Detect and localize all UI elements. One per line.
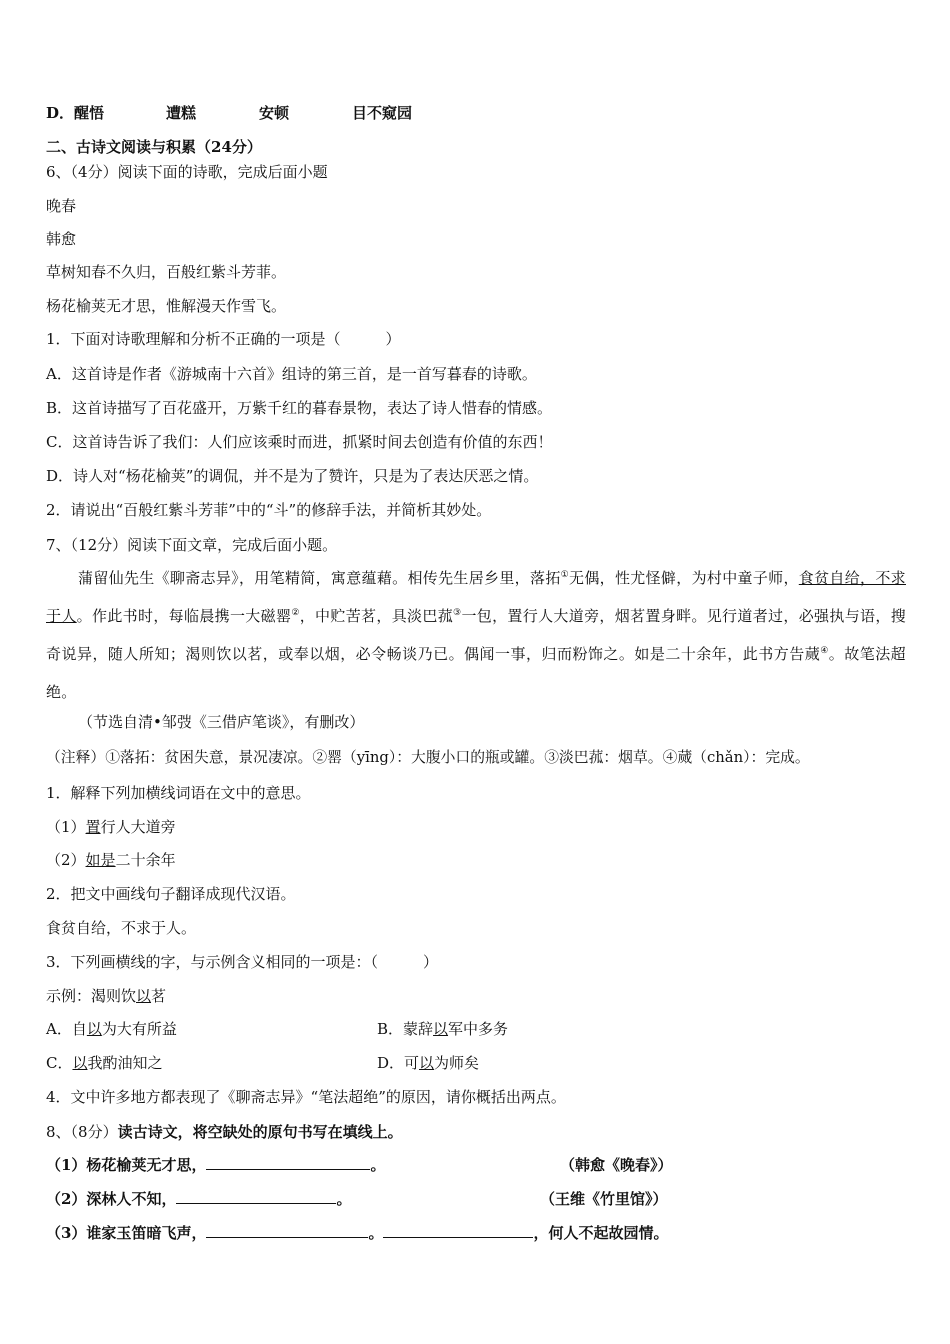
line-text: 。 [370, 1156, 386, 1174]
passage-text: 一包，置行人大道旁，烟茗置身畔。见行道者过，必强执与语，搜奇说异，随人所知；渴则饮以茗，或奉以烟，必令畅谈乃已。偶闻一事，归而粉饰之。如是二十余年，此书方告蒇 [46, 607, 906, 663]
q7-option-a [46, 1019, 177, 1039]
passage-text: 。故笔法超绝。 [46, 645, 906, 701]
q7-sub1: 1．解释下列加横线词语在文中的意思。 [46, 784, 311, 802]
fill-blank[interactable] [176, 1189, 336, 1204]
q6-sub2: 2．请说出“百般红紫斗芳菲”中的“斗”的修辞手法，并简析其妙处。 [46, 501, 492, 519]
q8-number: 8、（8分） [46, 1123, 118, 1141]
q7-option-d [377, 1053, 479, 1073]
underlined-word: 置 [85, 818, 101, 836]
q7-passage [46, 559, 906, 711]
q7-item1 [46, 817, 176, 837]
underlined-char: 以 [86, 1020, 102, 1038]
option-text: 为大有所益 [101, 1020, 177, 1038]
q8-stem [46, 1122, 403, 1142]
q7-sub4: 4．文中许多地方都表现了《聊斋志异》“笔法超绝”的原因，请你概括出两点。 [46, 1088, 566, 1106]
example-text: 示例：渴则饮 [46, 987, 137, 1005]
q6-sub1: 1．下面对诗歌理解和分析不正确的一项是（ ） [46, 330, 401, 348]
poem-author: 韩愈 [46, 230, 77, 248]
item-text: 二十余年 [115, 851, 176, 869]
underlined-char: 以 [419, 1054, 435, 1072]
q7-sub3: 3．下列画横线的字，与示例含义相同的一项是：（ ） [46, 953, 439, 971]
item-text: 行人大道旁 [100, 818, 176, 836]
passage-text: ，中贮苦茗，具淡巴菰 [299, 607, 454, 625]
option-text: D．可 [377, 1054, 420, 1072]
item-number: （2） [46, 851, 86, 869]
example-text: 茗 [151, 987, 167, 1005]
option-text: C． [46, 1054, 73, 1072]
line-text: （2）深林人不知， [46, 1190, 177, 1208]
note-ref-1: ① [560, 570, 570, 580]
q6-option-c: C．这首诗告诉了我们：人们应该乘时而进，抓紧时间去创造有价值的东西！ [46, 433, 553, 451]
item-number: （1） [46, 818, 86, 836]
q8-line3 [46, 1223, 668, 1243]
poem-line-2: 杨花榆荚无才思，惟解漫天作雪飞。 [46, 297, 287, 315]
passage-text: 无偶，性尤怪僻，为村中童子师， [569, 569, 799, 587]
note-ref-3: ③ [453, 608, 462, 618]
option-text: A．自 [46, 1020, 87, 1038]
note-ref-2: ② [291, 608, 300, 618]
passage-notes: （注释）①落拓：贫困失意，景况凄凉。②罂（yīng）：大腹小口的瓶或罐。③淡巴菰：烟草。④蒇（chǎn）：完成。 [46, 749, 810, 766]
q7-option-b [377, 1019, 508, 1039]
section2-heading: 二、古诗文阅读与积累（24分） [46, 138, 262, 156]
q6-option-d: D．诗人对“杨花榆荚”的调侃，并不是为了赞许，只是为了表达厌恶之情。 [46, 467, 539, 485]
passage-text: 蒲留仙先生《聊斋志异》，用笔精简，寓意蕴藉。相传先生居乡里，落拓 [78, 569, 561, 587]
note-ref-4: ④ [820, 646, 829, 656]
q8-instruction: 读古诗文，将空缺处的原句书写在填线上。 [117, 1123, 403, 1141]
q7-sub2: 2．把文中画线句子翻译成现代汉语。 [46, 885, 296, 903]
underlined-sentence: 食贫自给，不求于人 [46, 569, 906, 625]
q7-option-c [46, 1053, 163, 1073]
q5-option-d-word4: 目不窥园 [352, 104, 413, 122]
underlined-char: 以 [72, 1054, 88, 1072]
underlined-char: 以 [433, 1020, 449, 1038]
fill-blank[interactable] [206, 1223, 368, 1238]
q7-item2 [46, 850, 176, 870]
q5-option-d-word3: 安顿 [259, 104, 290, 122]
passage-text: 。作此书时，每临晨携一大磁罂 [76, 607, 292, 625]
q5-option-d-word2: 遭糕 [166, 104, 197, 122]
poem-title: 晚春 [46, 197, 77, 215]
q6-option-b: B．这首诗描写了百花盛开，万紫千红的暮春景物，表达了诗人惜春的情感。 [46, 399, 553, 417]
fill-blank[interactable] [383, 1223, 533, 1238]
q7-sub2-sentence: 食贫自给，不求于人。 [46, 919, 197, 937]
q7-stem: 7、（12分）阅读下面文章，完成后面小题。 [46, 536, 338, 554]
q6-stem: 6、（4分）阅读下面的诗歌，完成后面小题 [46, 163, 328, 181]
passage-source: （节选自清•邹弢《三借庐笔谈》，有删改） [78, 713, 365, 731]
line-text: ，何人不起故园情。 [533, 1224, 669, 1242]
q8-line1 [46, 1155, 385, 1175]
option-text: 我酌油知之 [87, 1054, 163, 1072]
q8-line2-source: （王维《竹里馆》） [540, 1190, 668, 1208]
option-text: 军中多务 [448, 1020, 509, 1038]
fill-blank[interactable] [206, 1155, 370, 1170]
q5-option-d-label: D．醒悟 [46, 104, 105, 122]
q8-line2 [46, 1189, 351, 1209]
option-text: B．蒙辞 [377, 1020, 434, 1038]
line-text: （1）杨花榆荚无才思， [46, 1156, 207, 1174]
poem-line-1: 草树知春不久归，百般红紫斗芳菲。 [46, 263, 287, 281]
q6-option-a: A．这首诗是作者《游城南十六首》组诗的第三首，是一首写暮春的诗歌。 [46, 365, 537, 383]
line-text: 。 [336, 1190, 352, 1208]
q8-line1-source: （韩愈《晚春》） [560, 1156, 673, 1174]
q5-option-d [46, 103, 104, 123]
underlined-word: 如是 [85, 851, 116, 869]
q7-example [46, 986, 166, 1006]
underlined-char: 以 [136, 987, 152, 1005]
line-text: （3）谁家玉笛暗飞声， [46, 1224, 207, 1242]
option-text: 为师矣 [434, 1054, 480, 1072]
line-text: 。 [368, 1224, 384, 1242]
